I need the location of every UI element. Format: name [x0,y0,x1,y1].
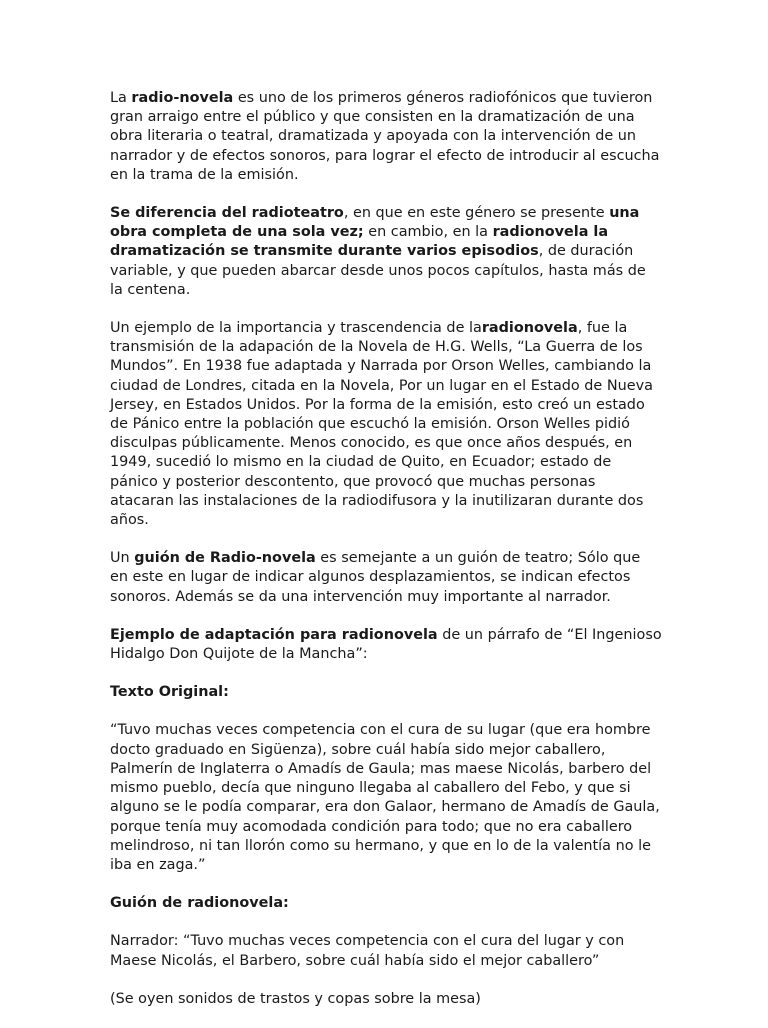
paragraph-intro [110,89,662,185]
paragraph-narrator-line: Narrador: “Tuvo muchas veces competencia con el cura del lugar y con Maese Nicolás, el Barbero, sobre cuál había sido el mejor caballero” [110,933,625,969]
text-run: , de duración variable, y que pueden abarcar desde unos pocos capítulos, hasta más de la centena. [110,243,646,298]
heading-label: Guión de radionovela: [110,895,289,912]
text-run: , en que en este género se presente [343,205,610,222]
document-page [110,89,662,1028]
paragraph-script [110,549,662,607]
text-run: Un ejemplo de la importancia y trascendencia de la [110,320,482,337]
bold-term-radio-novela: radio-novela [131,90,234,106]
heading-label: Texto Original: [110,684,229,701]
bold-phrase: radionovela la dramatización se transmite durante varios episodios [110,224,609,260]
text-run: es uno de los primeros géneros radiofónicos que tuvieron gran arraigo entre el público y que consisten en la dramatización de una obra literaria o teatral, dramatizada y apoyada con la intervención de un narrador y de efectos sonoros, para lograr el efecto de introducir al escucha en la trama de la emisión. [110,90,660,183]
bold-term-radionovela: radionovela [481,320,578,337]
bold-phrase: Ejemplo de adaptación para radionovela [110,626,438,643]
heading-original-text [110,683,662,702]
bold-phrase: Se diferencia del radioteatro [110,205,344,222]
bold-phrase: una obra completa de una sola vez; [110,205,640,241]
text-run: de un párrafo de “El Ingenioso Hidalgo Don Quijote de la Mancha”: [110,626,662,663]
heading-radio-script [110,894,662,913]
text-run: es semejante a un guión de teatro; Sólo que en este en lugar de indicar algunos desplazamientos, se indican efectos sonoros. Además se da una intervención muy importante al narrador. [110,550,641,605]
text-run: , fue la transmisión de la adapación de la Novela de H.G. Wells, “La Guerra de los Mundos”. En 1938 fue adaptada y Narrada por Orson Welles, cambiando la ciudad de Londres, citada en la Novela, Por un lugar en el Estado de Nueva Jersey, en Estados Unidos. Por la forma de la emisión, esto creó un estado de Pánico entre la población que escuchó la emisión. Orson Welles pidió disculpas públicamente. Menos conocido, es que once años después, en 1949, sucedió lo mismo en la ciudad de Quito, en Ecuador; estado de pánico y posterior descontento, que provocó que muchas personas atacaran las instalaciones de la radiodifusora y la inutilizaran durante dos años. [110,320,653,529]
paragraph-sound-effect: (Se oyen sonidos de trastos y copas sobre la mesa) [110,990,481,1007]
paragraph-example-history [110,319,662,530]
paragraph-difference [110,204,662,300]
text-run: en cambio, en la [363,224,493,241]
paragraph-adaptation-example [110,626,662,664]
text-run: La [110,90,132,106]
text-run: Un [110,550,135,567]
bold-term-guion: guión de Radio-novela [134,550,316,567]
paragraph-original-quote: “Tuvo muchas veces competencia con el cura de su lugar (que era hombre docto graduado en Sigüenza), sobre cuál había sido mejor caballero, Palmerín de Inglaterra o Amadís de Gaula; mas maese Nicolás, barbero del mismo pueblo, decía que ninguno llegaba al caballero del Febo, y que si alguno se le podía comparar, era don Galaor, hermano de Amadís de Gaula, porque tenía muy acomodada condición para todo; que no era caballero melindroso, ni tan llorón como su hermano, y que en lo de la valentía no le iba en zaga.” [110,722,660,873]
